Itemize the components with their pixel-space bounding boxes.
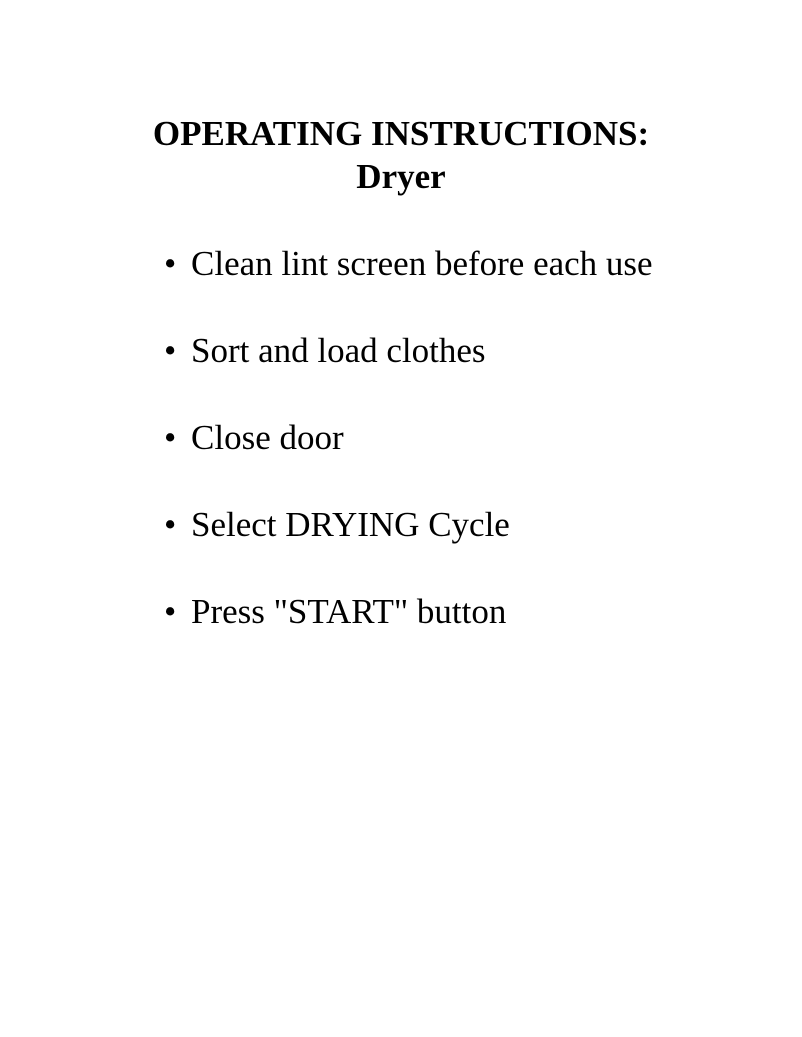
instruction-text: Clean lint screen before each use [191, 244, 653, 283]
bullet-icon: • [164, 331, 177, 370]
instruction-text: Press "START" button [191, 592, 507, 631]
bullet-icon: • [164, 592, 177, 631]
title-line-2: Dryer [356, 157, 446, 196]
bullet-icon: • [164, 244, 177, 283]
instruction-text: Close door [191, 418, 344, 457]
list-item [164, 590, 653, 677]
list-item [164, 503, 653, 590]
bullet-icon: • [164, 418, 177, 457]
page-title [0, 112, 802, 198]
instruction-text: Sort and load clothes [191, 331, 486, 370]
instruction-list [164, 242, 653, 677]
list-item [164, 242, 653, 329]
title-line-1: OPERATING INSTRUCTIONS: [152, 114, 650, 153]
bullet-icon: • [164, 505, 177, 544]
list-item [164, 329, 653, 416]
instruction-text: Select DRYING Cycle [191, 505, 510, 544]
list-item [164, 416, 653, 503]
